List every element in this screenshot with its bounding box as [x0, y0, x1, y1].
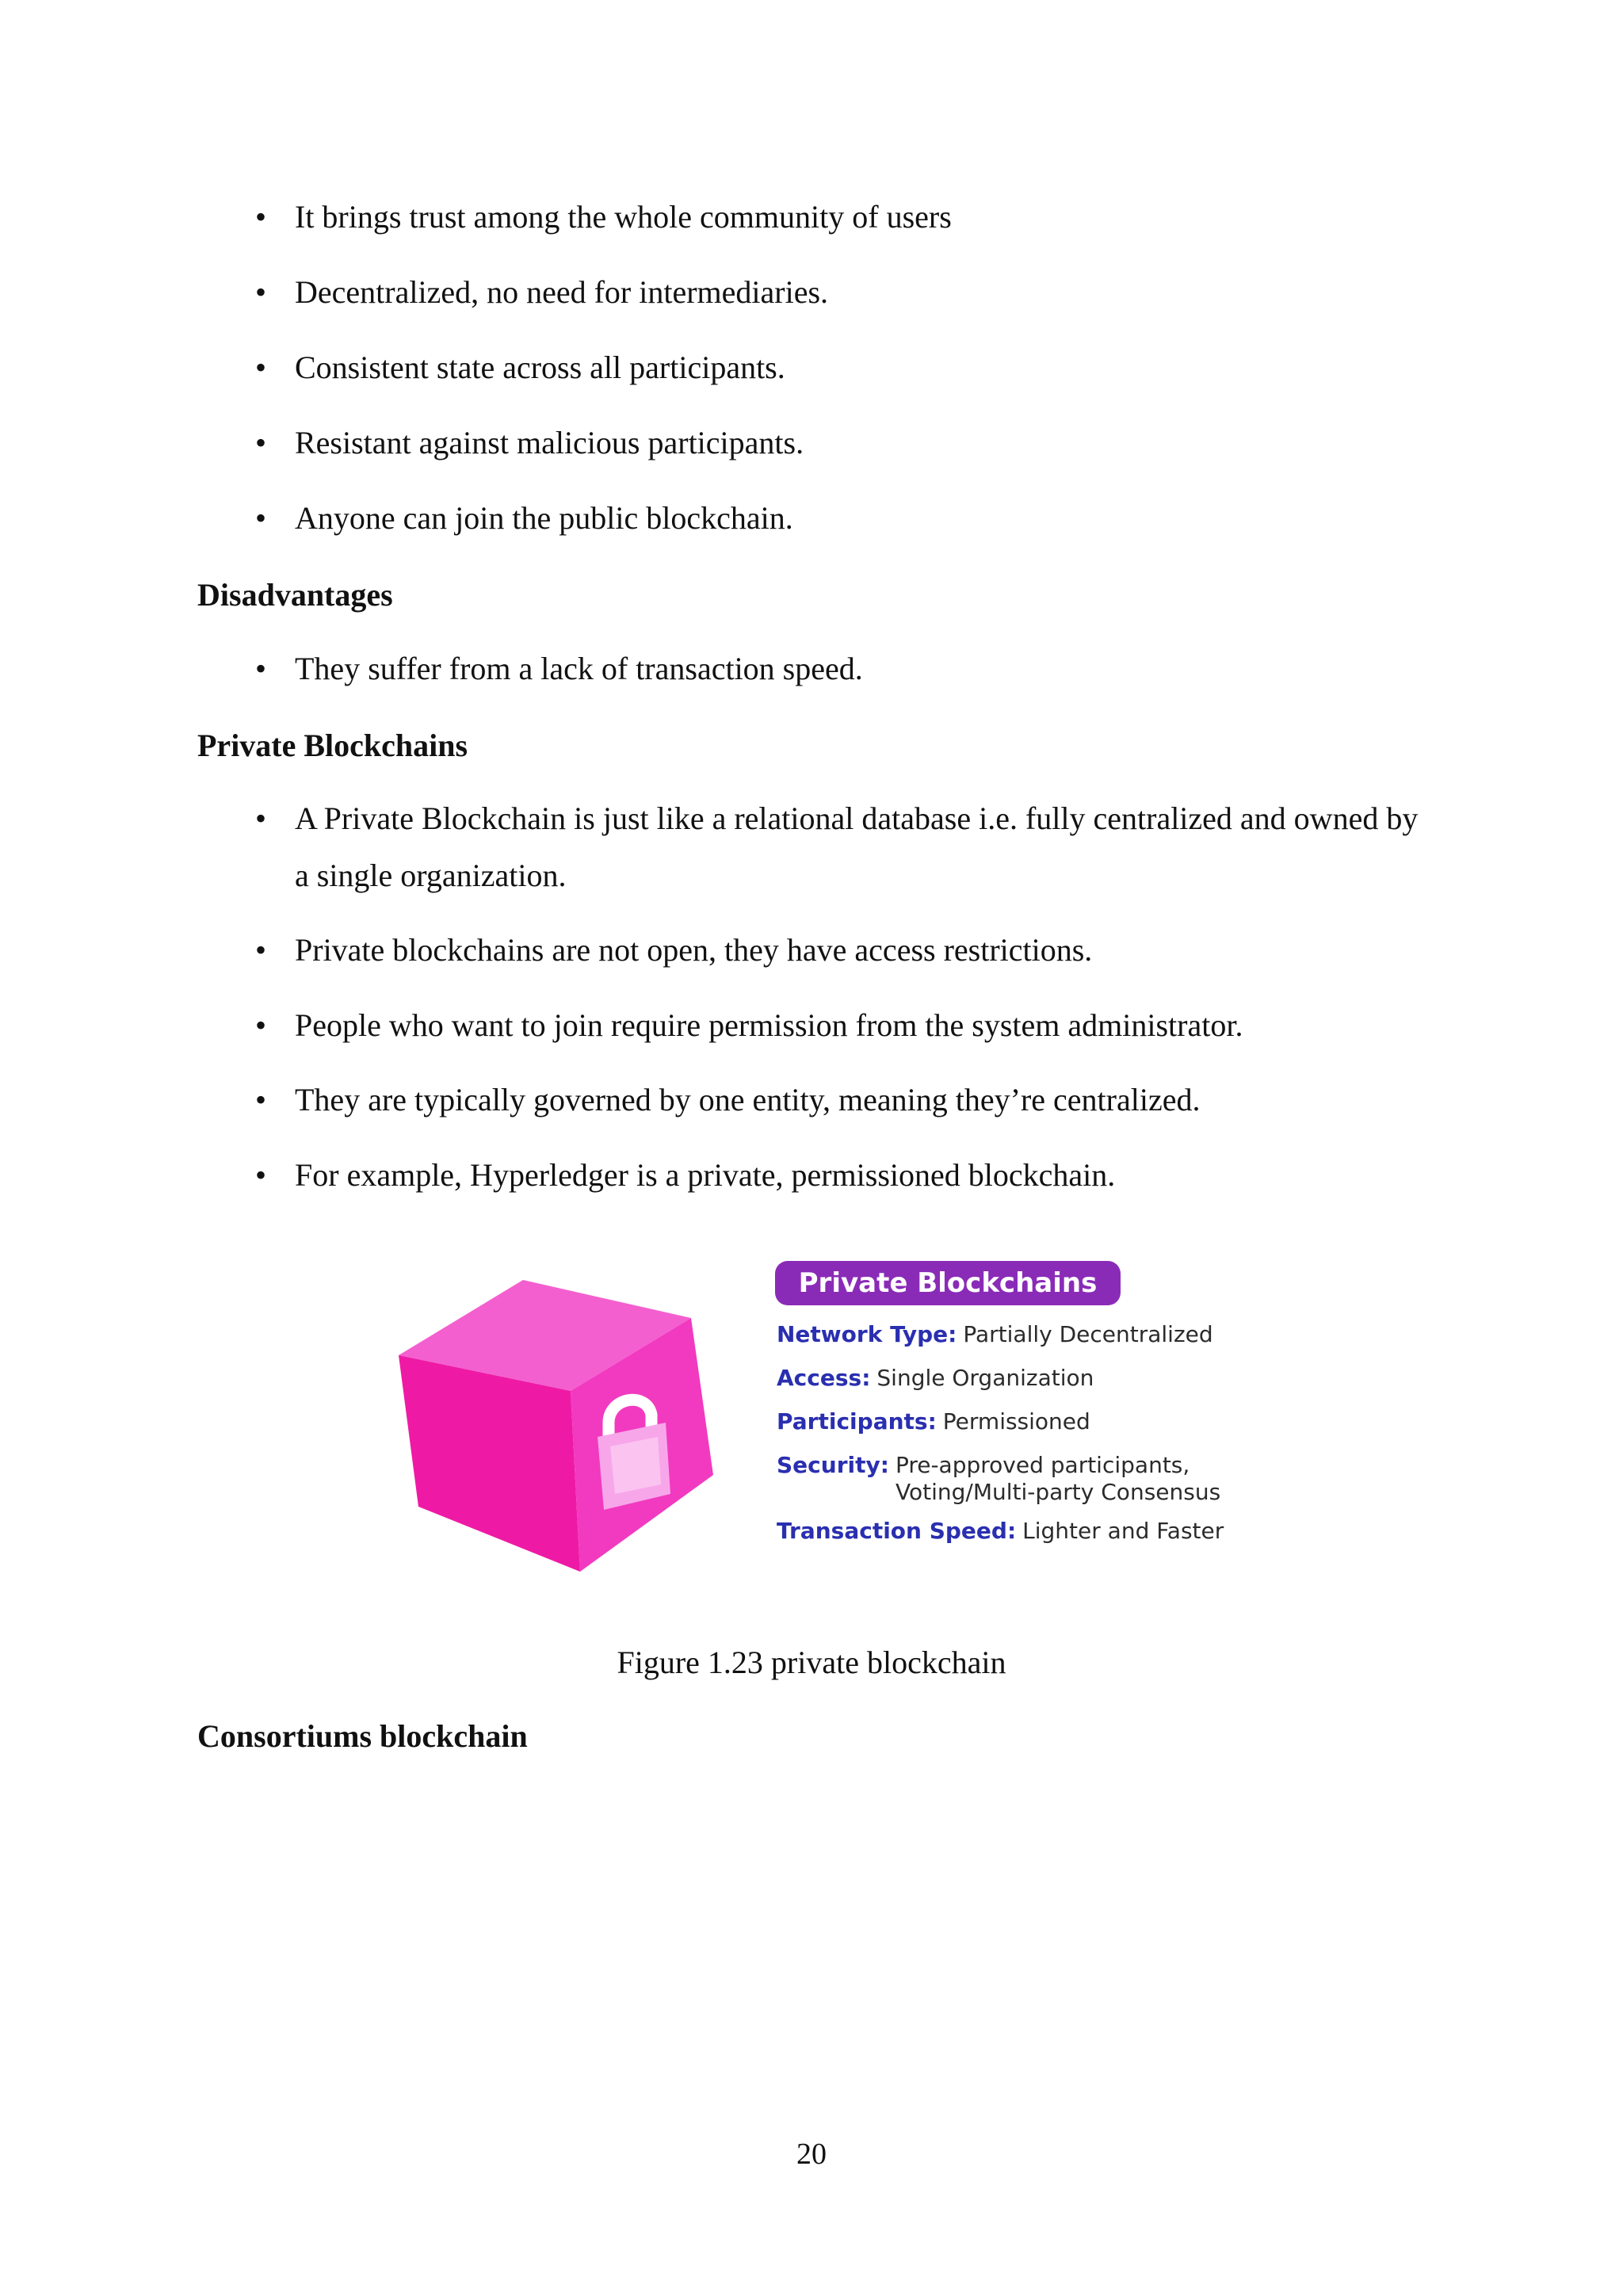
bullet-icon: •	[255, 1082, 267, 1117]
private-blockchains-heading: Private Blockchains	[197, 728, 468, 763]
network-type-row: Network Type: Partially Decentralized	[777, 1321, 1213, 1347]
document-page: • It brings trust among the whole community of users • Decentralized, no need for intermediaries. • Consistent state across all participants. • Resistant against malicious participants. • Anyone can join the public blockchain. Disadvantages • They suffer from a lack of transaction speed. Private Blockchains • A Private Blockchain is just like a relational database i.e. fully centralized and owned by a single organization. • Private blockchains are not open, they have access restrictions. • People who want to join require permission from the system administrator. • They are typically governed by one entity, meaning they’re centralized. • For example, Hyperledger is a private, permissioned blockchain. Private Blockchains Network Type: Partially Decentralized Access: Single Organization Participants: Permissioned Security: Pre-approved participants, Voting/Multi-party Consensus Transaction Speed: Lighter and Faster Figure 1.23 private blockchain Consortiums blockchain 20	[0, 0, 1623, 2296]
lock-cube-icon	[372, 1256, 721, 1589]
private-blockchain-figure	[372, 1256, 1276, 1589]
bullet-icon: •	[255, 199, 267, 235]
bullet-icon: •	[255, 800, 267, 836]
bullet-icon: •	[255, 425, 267, 460]
consortiums-heading: Consortiums blockchain	[197, 1718, 528, 1754]
page-number: 20	[796, 2137, 827, 2171]
bullet-icon: •	[255, 350, 267, 385]
bullet-icon: •	[255, 1007, 267, 1043]
bullet-icon: •	[255, 274, 267, 310]
disadvantages-heading: Disadvantages	[197, 577, 393, 613]
bullet-icon: •	[255, 1157, 267, 1193]
participants-row: Participants: Permissioned	[777, 1408, 1090, 1435]
figure-caption: Figure 1.23 private blockchain	[617, 1645, 1006, 1680]
access-row: Access: Single Organization	[777, 1365, 1094, 1391]
security-row-continuation: Voting/Multi-party Consensus	[896, 1479, 1221, 1505]
bullet-icon: •	[255, 500, 267, 536]
private-blockchains-badge: Private Blockchains	[775, 1261, 1121, 1305]
bullet-icon: •	[255, 932, 267, 968]
bullet-icon: •	[255, 651, 267, 686]
security-row: Security: Pre-approved participants,	[777, 1452, 1190, 1478]
transaction-speed-row: Transaction Speed: Lighter and Faster	[777, 1518, 1224, 1544]
